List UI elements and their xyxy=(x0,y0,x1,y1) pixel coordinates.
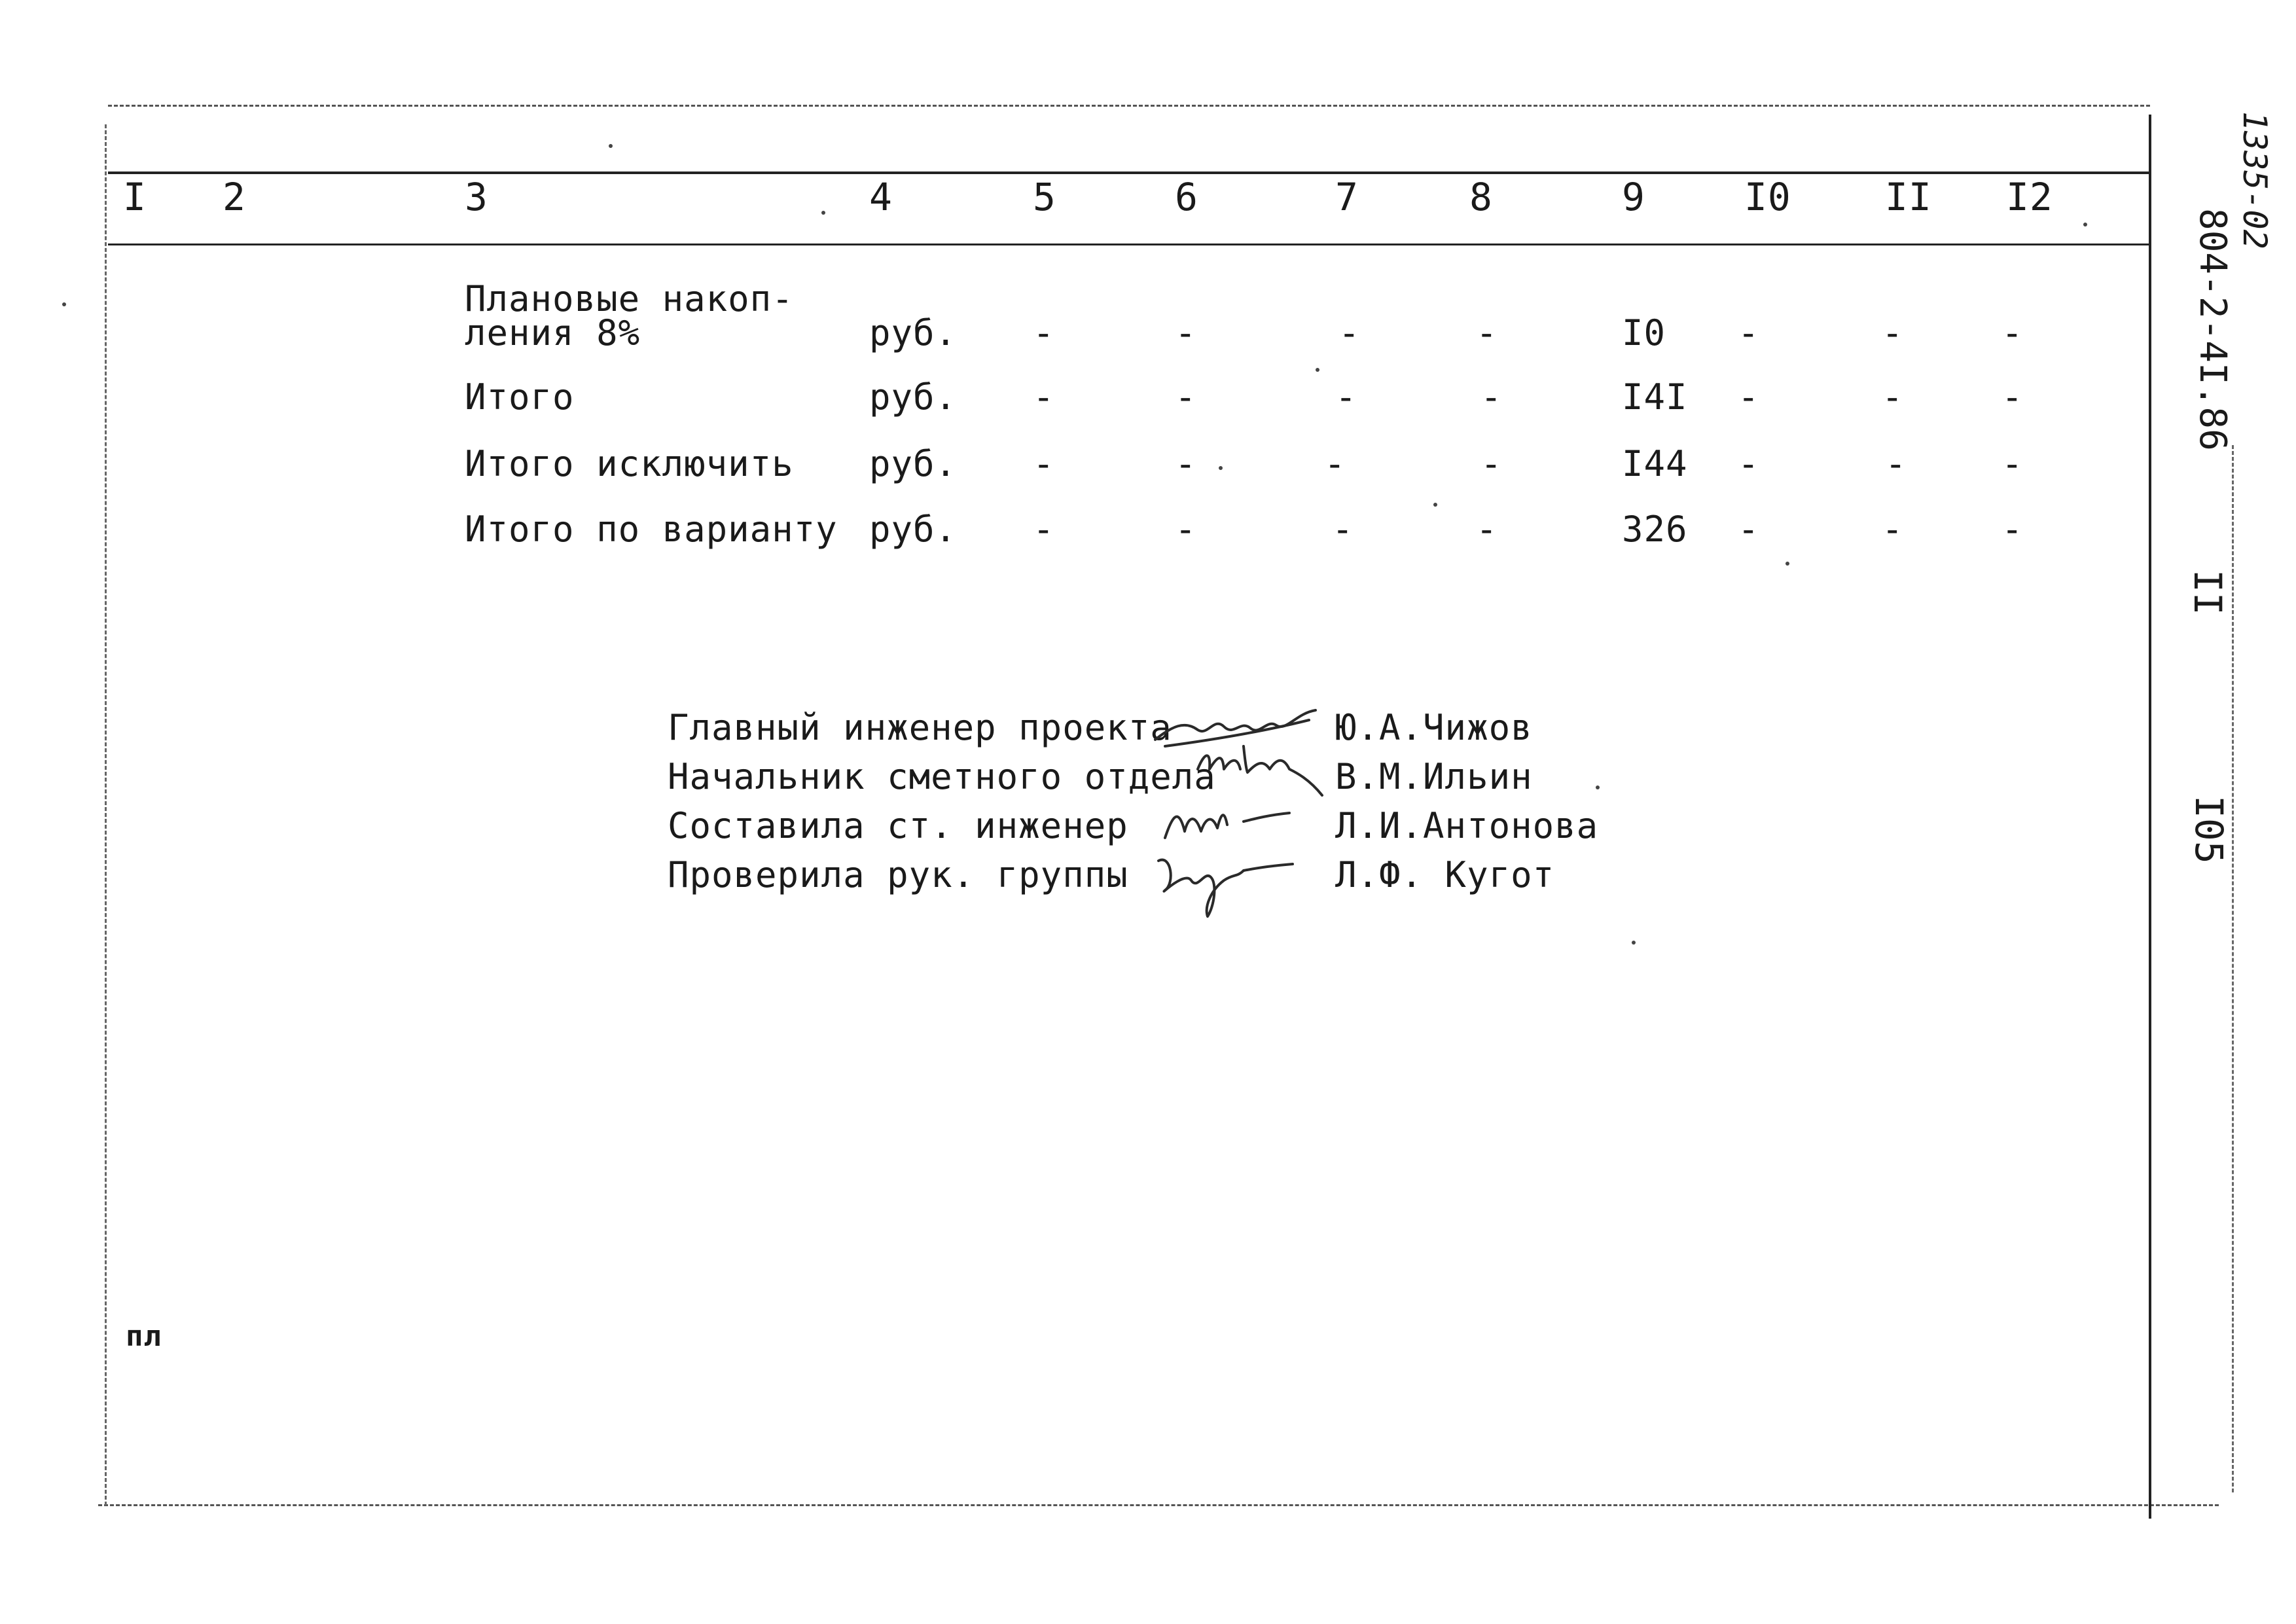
col-num-6: 6 xyxy=(1175,175,1198,219)
row-cell-7: - xyxy=(1335,376,1357,418)
speck xyxy=(1632,941,1636,945)
speck xyxy=(2083,223,2087,226)
row-cell-8: - xyxy=(1480,443,1503,484)
corner-mark: пл xyxy=(126,1320,162,1353)
row-cell-7: - xyxy=(1338,312,1361,353)
handwritten-signature xyxy=(1152,792,1309,851)
row-cell-11: - xyxy=(1885,443,1907,484)
speck xyxy=(609,144,613,148)
signature-name: В.М.Ильин xyxy=(1335,756,1533,797)
top-edge-line xyxy=(108,105,2150,107)
handwritten-signature xyxy=(1145,844,1302,923)
row-unit: руб. xyxy=(869,312,958,353)
left-border-line xyxy=(105,124,107,1506)
row-cell-9: I4I xyxy=(1622,376,1688,418)
row-cell-5: - xyxy=(1033,443,1055,484)
row-name-line2: ления 8% xyxy=(465,312,641,353)
row-cell-5: - xyxy=(1033,312,1055,353)
row-cell-11: - xyxy=(1882,376,1904,418)
col-num-11: II xyxy=(1885,175,1932,219)
row-name: Итого xyxy=(465,376,575,418)
row-cell-12: - xyxy=(2001,312,2024,353)
col-num-5: 5 xyxy=(1033,175,1056,219)
col-num-4: 4 xyxy=(869,175,893,219)
page-number: I05 xyxy=(2187,795,2231,864)
signature-position: Главный инженер проекта xyxy=(668,707,1172,748)
col-num-1: I xyxy=(123,175,147,219)
row-unit: руб. xyxy=(869,443,958,484)
row-cell-7: - xyxy=(1332,509,1354,550)
document-code: 804-2-4I.86 xyxy=(2191,208,2234,451)
right-border-line xyxy=(2149,115,2151,1519)
speck xyxy=(62,302,66,306)
col-num-3: 3 xyxy=(465,175,488,219)
col-num-10: I0 xyxy=(1744,175,1791,219)
row-cell-6: - xyxy=(1175,376,1197,418)
row-cell-8: - xyxy=(1476,312,1498,353)
col-num-7: 7 xyxy=(1335,175,1359,219)
header-bottom-rule xyxy=(108,244,2150,245)
speck xyxy=(1316,368,1319,372)
speck xyxy=(821,211,825,215)
speck xyxy=(1219,466,1223,470)
row-cell-11: - xyxy=(1882,509,1904,550)
speck xyxy=(1433,503,1437,507)
row-cell-9: 326 xyxy=(1622,509,1688,550)
album-number: II xyxy=(2185,569,2230,615)
row-cell-9: I0 xyxy=(1622,312,1666,353)
signature-name: Ю.А.Чижов xyxy=(1335,707,1533,748)
row-cell-10: - xyxy=(1738,443,1760,484)
bottom-edge-line xyxy=(98,1504,2219,1506)
row-cell-6: - xyxy=(1175,509,1197,550)
signature-position: Начальник сметного отдела xyxy=(668,756,1216,797)
signature-name: Л.И.Антонова xyxy=(1335,805,1599,846)
row-cell-5: - xyxy=(1033,376,1055,418)
speck xyxy=(1596,785,1600,789)
row-cell-8: - xyxy=(1476,509,1498,550)
row-cell-6: - xyxy=(1175,443,1197,484)
row-unit: руб. xyxy=(869,376,958,418)
speck xyxy=(1785,562,1789,566)
handwritten-code: 1335-02 xyxy=(2236,111,2274,249)
row-name-line1: Плановые накоп- xyxy=(465,278,794,319)
signature-name: Л.Ф. Кугот xyxy=(1335,854,1555,895)
row-cell-5: - xyxy=(1033,509,1055,550)
col-num-2: 2 xyxy=(223,175,246,219)
row-cell-12: - xyxy=(2001,509,2024,550)
signature-position: Проверила рук. группы xyxy=(668,854,1128,895)
row-cell-9: I44 xyxy=(1622,443,1688,484)
col-num-12: I2 xyxy=(2006,175,2053,219)
col-num-9: 9 xyxy=(1622,175,1645,219)
signature-position: Составила ст. инженер xyxy=(668,805,1128,846)
row-cell-10: - xyxy=(1738,376,1760,418)
row-cell-12: - xyxy=(2001,376,2024,418)
row-cell-7: - xyxy=(1324,443,1346,484)
row-cell-11: - xyxy=(1882,312,1904,353)
row-name: Итого по варианту xyxy=(465,509,838,550)
row-unit: руб. xyxy=(869,509,958,550)
row-name: Итого исключить xyxy=(465,443,794,484)
header-top-rule xyxy=(108,171,2150,174)
margin-border-line xyxy=(2232,445,2234,1492)
row-cell-8: - xyxy=(1480,376,1503,418)
row-cell-12: - xyxy=(2001,443,2024,484)
row-cell-10: - xyxy=(1738,312,1760,353)
col-num-8: 8 xyxy=(1469,175,1493,219)
row-cell-6: - xyxy=(1175,312,1197,353)
row-cell-10: - xyxy=(1738,509,1760,550)
